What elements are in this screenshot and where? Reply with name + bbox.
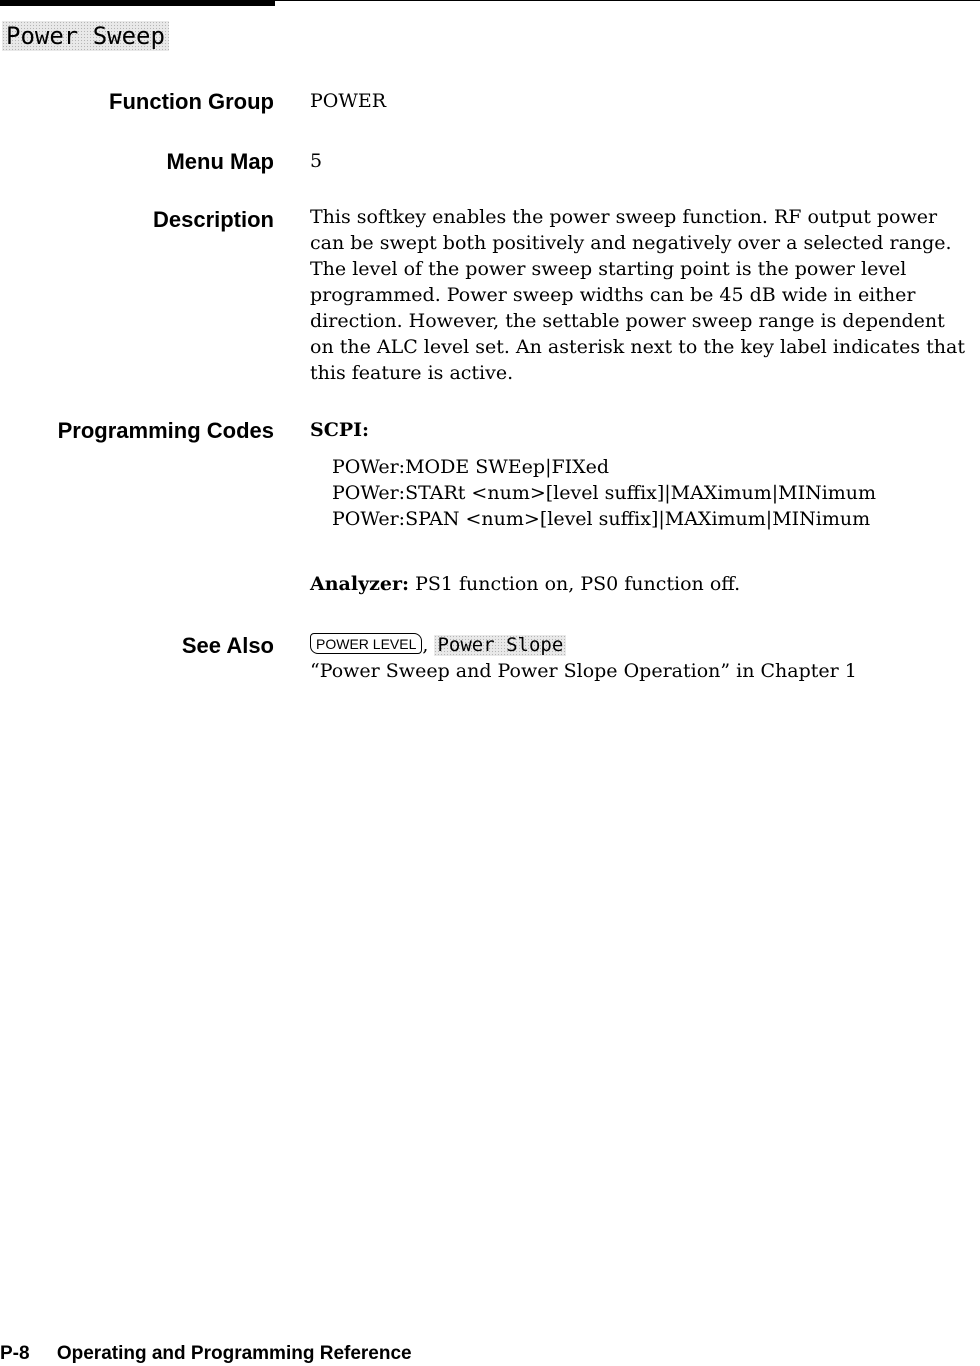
power-slope-softkey: Power Slope — [434, 635, 566, 656]
function-group-value: POWER — [310, 90, 387, 112]
scpi-line-mode: POWer:MODE SWEep|FIXed — [332, 456, 610, 478]
see-also-keys — [310, 632, 566, 658]
scpi-label: SCPI: — [310, 419, 370, 441]
footer-title: Operating and Programming Reference — [56, 1343, 412, 1364]
scpi-code-block — [332, 454, 876, 532]
see-also-separator: , — [422, 634, 429, 656]
scpi-line-start: POWer:STARt <num>[level suffix]|MAXimum|MINimum — [332, 482, 877, 504]
description-text: This softkey enables the power sweep function. RF output power can be swept both positively and negatively over a selected range. The level of the power sweep starting point is the power level programmed. Power sweep widths can be 45 dB wide in either direction. However, the settable power sweep range is dependent on the ALC level set. An asterisk next to the key label indicates that this feature is active. — [310, 206, 965, 384]
analyzer-label: Analyzer: — [310, 573, 410, 595]
analyzer-text: PS1 function on, PS0 function off. — [415, 573, 741, 595]
power-level-hardkey: POWER LEVEL — [310, 633, 422, 654]
menu-map-value: 5 — [310, 150, 323, 172]
see-also-reference: “Power Sweep and Power Slope Operation” in Chapter 1 — [310, 660, 857, 682]
programming-codes-label: Programming Codes — [57, 418, 274, 443]
description-label: Description — [152, 207, 274, 232]
header-rule-thin — [275, 0, 980, 1]
function-group-label: Function Group — [109, 89, 274, 114]
analyzer-line — [310, 571, 740, 597]
see-also-label: See Also — [181, 633, 274, 658]
page-footer — [0, 1343, 412, 1365]
scpi-line-span: POWer:SPAN <num>[level suffix]|MAXimum|MINimum — [332, 508, 871, 530]
header-rule-thick — [0, 0, 275, 6]
footer-page-number: P-8 — [0, 1343, 30, 1364]
menu-map-label: Menu Map — [166, 149, 274, 174]
page-title-softkey: Power Sweep — [2, 21, 169, 51]
